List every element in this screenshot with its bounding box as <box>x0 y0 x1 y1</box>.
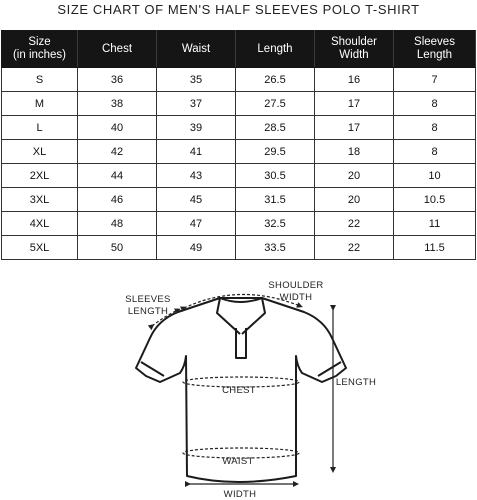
waist-label: WAIST <box>222 456 254 467</box>
polo-shirt-diagram <box>0 276 477 500</box>
table-cell: 38 <box>78 92 157 116</box>
sleeves-length-label-line2: LENGTH <box>127 306 169 317</box>
table-cell: 4XL <box>2 212 78 236</box>
table-cell: 26.5 <box>236 68 315 92</box>
table-cell: 29.5 <box>236 140 315 164</box>
table-cell: 37 <box>157 92 236 116</box>
table-cell: 40 <box>78 116 157 140</box>
width-label: WIDTH <box>223 489 257 500</box>
table-cell: 2XL <box>2 164 78 188</box>
header-chest: Chest <box>78 31 157 68</box>
table-cell: 46 <box>78 188 157 212</box>
page-title: SIZE CHART OF MEN'S HALF SLEEVES POLO T-SHIRT <box>57 2 420 17</box>
table-cell: M <box>2 92 78 116</box>
table-cell: 30.5 <box>236 164 315 188</box>
header-waist: Waist <box>157 31 236 68</box>
table-cell: 45 <box>157 188 236 212</box>
table-cell: 31.5 <box>236 188 315 212</box>
chest-label: CHEST <box>222 385 256 396</box>
header-size: Size (in inches) <box>2 31 78 68</box>
table-cell: XL <box>2 140 78 164</box>
table-cell: 10.5 <box>394 188 476 212</box>
table-cell: 7 <box>394 68 476 92</box>
table-row <box>2 68 476 92</box>
header-sleeves-length: Sleeves Length <box>394 31 476 68</box>
table-cell: 17 <box>315 92 394 116</box>
table-row <box>2 164 476 188</box>
table-header-row <box>2 31 476 68</box>
table-cell: 39 <box>157 116 236 140</box>
table-cell: 35 <box>157 68 236 92</box>
table-row <box>2 92 476 116</box>
table-cell: 20 <box>315 188 394 212</box>
table-cell: 10 <box>394 164 476 188</box>
table-cell: 16 <box>315 68 394 92</box>
table-cell: 11 <box>394 212 476 236</box>
table-cell: 8 <box>394 116 476 140</box>
table-cell: 20 <box>315 164 394 188</box>
table-cell: 44 <box>78 164 157 188</box>
table-cell: 49 <box>157 236 236 260</box>
table-row <box>2 212 476 236</box>
table-cell: 32.5 <box>236 212 315 236</box>
table-row <box>2 116 476 140</box>
table-row <box>2 188 476 212</box>
table-cell: 11.5 <box>394 236 476 260</box>
size-chart-table <box>1 30 476 260</box>
header-length: Length <box>236 31 315 68</box>
table-cell: 47 <box>157 212 236 236</box>
sleeves-length-label-line1: SLEEVES <box>125 294 171 305</box>
shoulder-width-label-line2: WIDTH <box>279 292 313 303</box>
table-cell: 43 <box>157 164 236 188</box>
table-cell: S <box>2 68 78 92</box>
table-cell: 3XL <box>2 188 78 212</box>
table-cell: 18 <box>315 140 394 164</box>
table-row <box>2 236 476 260</box>
table-row <box>2 140 476 164</box>
header-shoulder-width: Shoulder Width <box>315 31 394 68</box>
table-cell: 33.5 <box>236 236 315 260</box>
table-cell: 27.5 <box>236 92 315 116</box>
table-cell: 50 <box>78 236 157 260</box>
table-cell: 48 <box>78 212 157 236</box>
table-cell: 42 <box>78 140 157 164</box>
table-cell: 8 <box>394 92 476 116</box>
table-cell: 5XL <box>2 236 78 260</box>
table-cell: 28.5 <box>236 116 315 140</box>
table-cell: 22 <box>315 212 394 236</box>
table-cell: 17 <box>315 116 394 140</box>
table-cell: L <box>2 116 78 140</box>
table-cell: 22 <box>315 236 394 260</box>
shoulder-width-label-line1: SHOULDER <box>268 280 324 291</box>
table-cell: 36 <box>78 68 157 92</box>
table-cell: 41 <box>157 140 236 164</box>
table-cell: 8 <box>394 140 476 164</box>
length-label: LENGTH <box>335 377 377 388</box>
